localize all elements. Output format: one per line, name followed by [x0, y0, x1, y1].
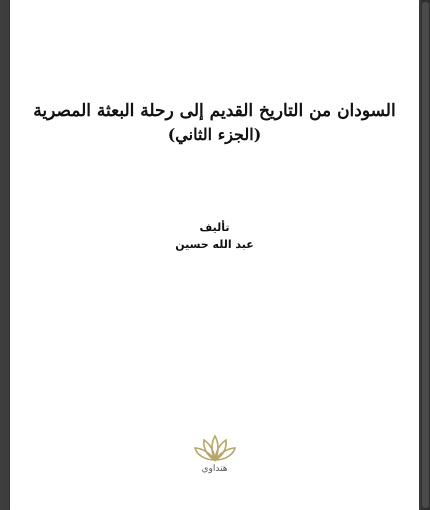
- vertical-scrollbar[interactable]: [421, 0, 430, 510]
- author-label: تأليف: [199, 221, 230, 234]
- book-title-part: (الجزء الثاني): [167, 125, 262, 144]
- publisher-section: [10, 434, 419, 474]
- publisher-name: هنداوي: [201, 464, 228, 474]
- lotus-logo-icon: [193, 434, 237, 462]
- book-title: [10, 98, 419, 146]
- document-page: [10, 0, 419, 510]
- author-name: عبد الله حسين: [175, 238, 254, 251]
- scrollbar-thumb[interactable]: [422, 2, 429, 508]
- book-title-main: السودان من التاريخ القديم إلى رحلة البعثة المصرية: [33, 101, 396, 121]
- author-section: [10, 219, 419, 253]
